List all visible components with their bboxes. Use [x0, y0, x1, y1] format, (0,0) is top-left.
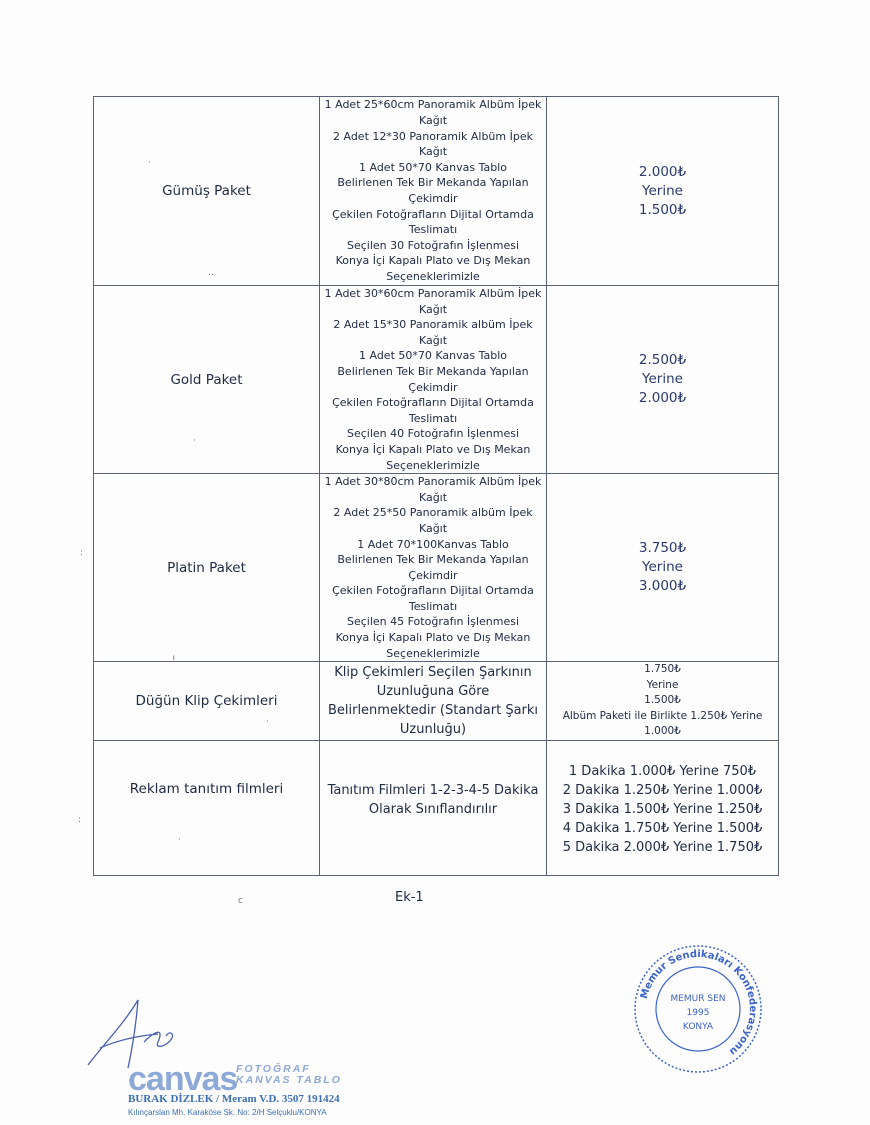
table-row — [94, 740, 779, 875]
scan-speck: · — [266, 717, 269, 727]
package-details: 1 Adet 30*60cm Panoramik Albüm İpek Kağıt 2 Adet 15*30 Panoramik albüm İpek Kağıt 1 Adet 50*70 Kanvas Tablo Belirlenen Tek Bir Mekanda Yapılan Çekimdir Çekilen Fotoğrafların Dijital Ortamda Teslimatı Seçilen 40 Fotoğrafın İşlenmesi Konya İçi Kapalı Plato ve Dış Mekan Seçeneklerimizle — [320, 286, 547, 474]
scan-speck: ‥ — [208, 268, 215, 278]
package-price: 2.500₺ Yerine 2.000₺ — [547, 286, 779, 474]
service-description: Tanıtım Filmleri 1-2-3-4-5 Dakika Olarak Sınıflandırılır — [320, 740, 547, 875]
svg-text:MEMUR SEN: MEMUR SEN — [670, 994, 726, 1004]
service-name: Reklam tanıtım filmleri — [94, 740, 320, 875]
service-price: 1.750₺ Yerine 1.500₺ Albüm Paketi ile Birlikte 1.250₺ Yerine 1.000₺ — [547, 662, 779, 741]
package-details: 1 Adet 25*60cm Panoramik Albüm İpek Kağıt 2 Adet 12*30 Panoramik Albüm İpek Kağıt 1 Adet 50*70 Kanvas Tablo Belirlenen Tek Bir Mekanda Yapılan Çekimdir Çekilen Fotoğrafların Dijital Ortamda Teslimatı Seçilen 30 Fotoğrafın İşlenmesi Konya İçi Kapalı Plato ve Dış Mekan Seçeneklerimizle — [320, 97, 547, 286]
address-line: Kılınçarslan Mh. Karaköse Sk. No: 2/H Selçuklu/KONYA — [128, 1108, 327, 1117]
service-description: Klip Çekimleri Seçilen Şarkının Uzunluğuna Göre Belirlenmektedir (Standart Şarkı Uzunluğu) — [320, 662, 547, 741]
union-stamp — [632, 943, 764, 1075]
scan-speck: : — [78, 815, 82, 825]
scan-speck: : — [80, 548, 84, 558]
table-row — [94, 474, 779, 662]
service-name: Düğün Klip Çekimleri — [94, 662, 320, 741]
package-price: 3.750₺ Yerine 3.000₺ — [547, 474, 779, 662]
package-name: Platin Paket — [94, 474, 320, 662]
scan-speck: · — [193, 436, 196, 446]
package-price: 2.000₺ Yerine 1.500₺ — [547, 97, 779, 286]
package-name: Gümüş Paket — [94, 97, 320, 286]
company-logo: canvas FOTOĞRAF KANVAS TABLO — [128, 1060, 342, 1098]
svg-text:Memur Sendikaları Konfederasyo: Memur Sendikaları Konfederasyonu — [638, 948, 759, 1058]
price-table — [93, 96, 779, 876]
scan-speck: ! — [172, 655, 176, 665]
svg-text:KONYA: KONYA — [682, 1022, 714, 1032]
table-row — [94, 662, 779, 741]
svg-text:1995: 1995 — [686, 1008, 710, 1018]
page-footer: Ek-1 — [395, 890, 424, 905]
scan-speck: ⅽ — [238, 896, 243, 906]
scan-speck: · — [148, 158, 151, 168]
scan-speck: · — [178, 835, 181, 845]
service-price: 1 Dakika 1.000₺ Yerine 750₺ 2 Dakika 1.250₺ Yerine 1.000₺ 3 Dakika 1.500₺ Yerine 1.250₺ 4 Dakika 1.750₺ Yerine 1.500₺ 5 Dakika 2.000₺ Yerine 1.750₺ — [547, 740, 779, 875]
table-row — [94, 286, 779, 474]
owner-line: BURAK DİZLEK / Meram V.D. 3507 191424 — [128, 1093, 340, 1105]
package-details: 1 Adet 30*80cm Panoramik Albüm İpek Kağıt 2 Adet 25*50 Panoramik albüm İpek Kağıt 1 Adet 70*100Kanvas Tablo Belirlenen Tek Bir Mekanda Yapılan Çekimdir Çekilen Fotoğrafların Dijital Ortamda Teslimatı Seçilen 45 Fotoğrafın İşlenmesi Konya İçi Kapalı Plato ve Dış Mekan Seçeneklerimizle — [320, 474, 547, 662]
package-name: Gold Paket — [94, 286, 320, 474]
table-row — [94, 97, 779, 286]
